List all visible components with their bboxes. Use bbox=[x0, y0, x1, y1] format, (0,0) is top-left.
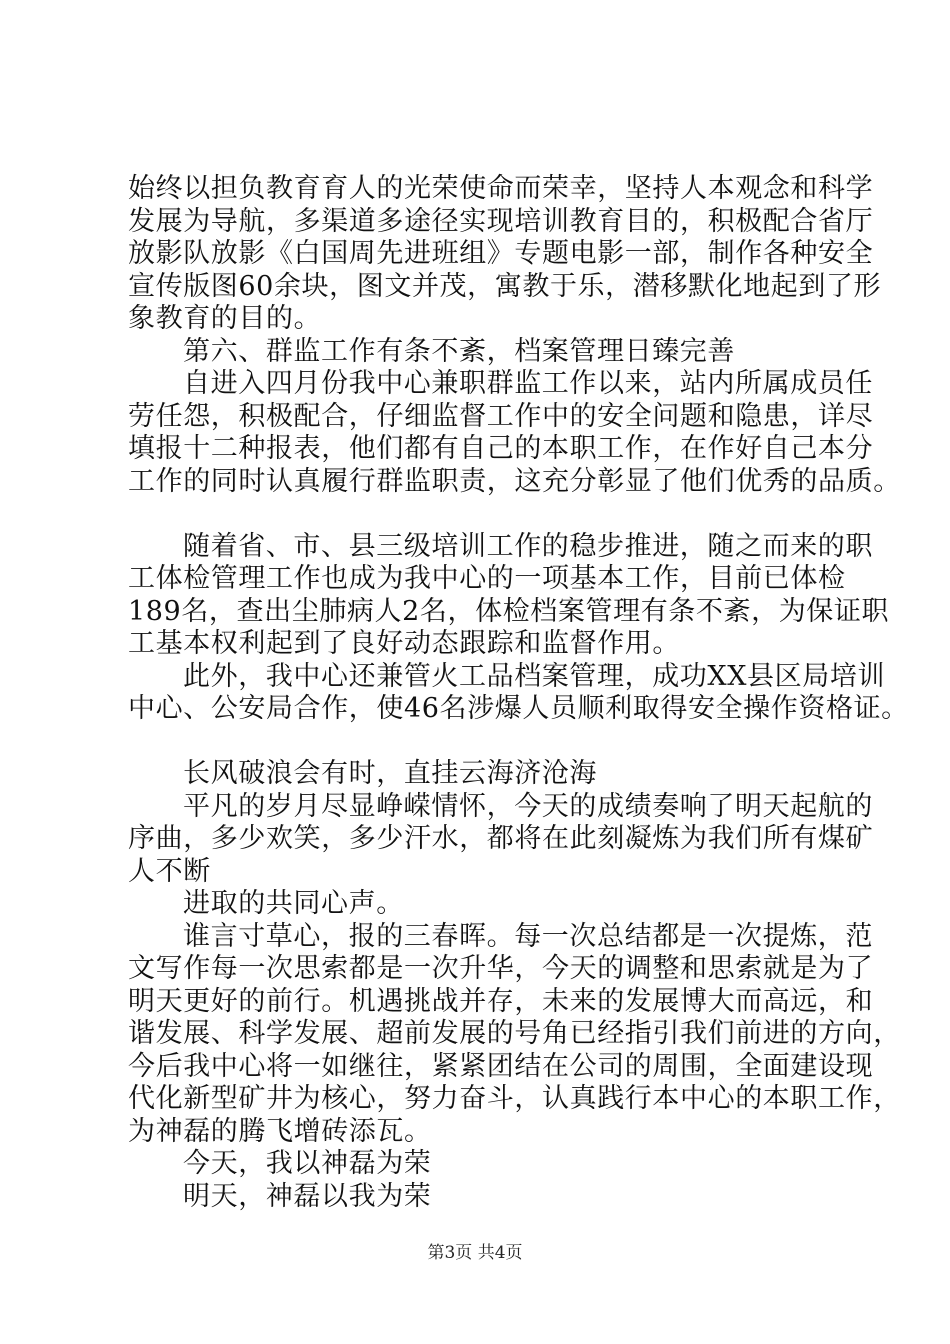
text-line: 文写作每一次思索都是一次升华，今天的调整和思索就是为了 bbox=[128, 953, 874, 984]
text-line: 工基本权利起到了良好动态跟踪和监督作用。 bbox=[128, 628, 680, 659]
text-line: 人不断 bbox=[128, 855, 211, 887]
text-line: 明天更好的前行。机遇挑战并存，未来的发展博大而高远，和 bbox=[128, 985, 874, 1017]
text-line: 此外，我中心还兼管火工品档案管理，成功XX县区局培训 bbox=[183, 660, 886, 692]
text-line: 工体检管理工作也成为我中心的一项基本工作，目前已体检 bbox=[128, 563, 846, 594]
text-line: 中心、公安局合作，使46名涉爆人员顺利取得安全操作资格证。 bbox=[128, 693, 909, 724]
text-line: 第六、群监工作有条不紊，档案管理日臻完善 bbox=[183, 335, 735, 367]
text-line: 明天，神磊以我为荣 bbox=[183, 1180, 432, 1212]
text-line: 放影队放影《白国周先进班组》专题电影一部，制作各种安全 bbox=[128, 238, 874, 269]
document-body bbox=[128, 173, 909, 1213]
text-line: 进取的共同心声。 bbox=[183, 888, 404, 919]
text-line: 自进入四月份我中心兼职群监工作以来，站内所属成员任 bbox=[183, 368, 873, 399]
text-line: 代化新型矿井为核心，努力奋斗，认真践行本中心的本职工作， bbox=[128, 1083, 901, 1114]
blank-line bbox=[128, 498, 828, 531]
text-line: 工作的同时认真履行群监职责，这充分彰显了他们优秀的品质。 bbox=[128, 465, 901, 497]
text-line: 宣传版图60余块，图文并茂，寓教于乐，潜移默化地起到了形 bbox=[128, 270, 882, 302]
text-line: 象教育的目的。 bbox=[128, 303, 322, 334]
text-line: 平凡的岁月尽显峥嵘情怀，今天的成绩奏响了明天起航的 bbox=[183, 790, 873, 822]
blank-line bbox=[128, 726, 828, 759]
text-line: 为神磊的腾飞增砖添瓦。 bbox=[128, 1115, 432, 1147]
text-line: 随着省、市、县三级培训工作的稳步推进，随之而来的职 bbox=[183, 530, 873, 562]
page-footer: 第3页 共4页 bbox=[427, 1243, 523, 1263]
text-line: 长风破浪会有时，直挂云海济沧海 bbox=[183, 758, 597, 789]
text-line: 今后我中心将一如继往，紧紧团结在公司的周围，全面建设现 bbox=[128, 1050, 874, 1082]
text-line: 谁言寸草心，报的三春晖。每一次总结都是一次提炼，范 bbox=[183, 920, 873, 952]
text-line: 发展为导航，多渠道多途径实现培训教育目的，积极配合省厅 bbox=[128, 205, 874, 237]
text-line: 谐发展、科学发展、超前发展的号角已经指引我们前进的方向， bbox=[128, 1018, 901, 1049]
text-line: 填报十二种报表，他们都有自己的本职工作，在作好自己本分 bbox=[128, 433, 874, 464]
text-line: 始终以担负教育育人的光荣使命而荣幸，坚持人本观念和科学 bbox=[128, 173, 874, 204]
text-line: 今天，我以神磊为荣 bbox=[183, 1148, 432, 1179]
text-line: 劳任怨，积极配合，仔细监督工作中的安全问题和隐患，详尽 bbox=[128, 400, 874, 432]
text-line: 序曲，多少欢笑，多少汗水，都将在此刻凝炼为我们所有煤矿 bbox=[128, 823, 874, 854]
text-line: 189名，查出尘肺病人2名，体检档案管理有条不紊，为保证职 bbox=[128, 595, 890, 627]
